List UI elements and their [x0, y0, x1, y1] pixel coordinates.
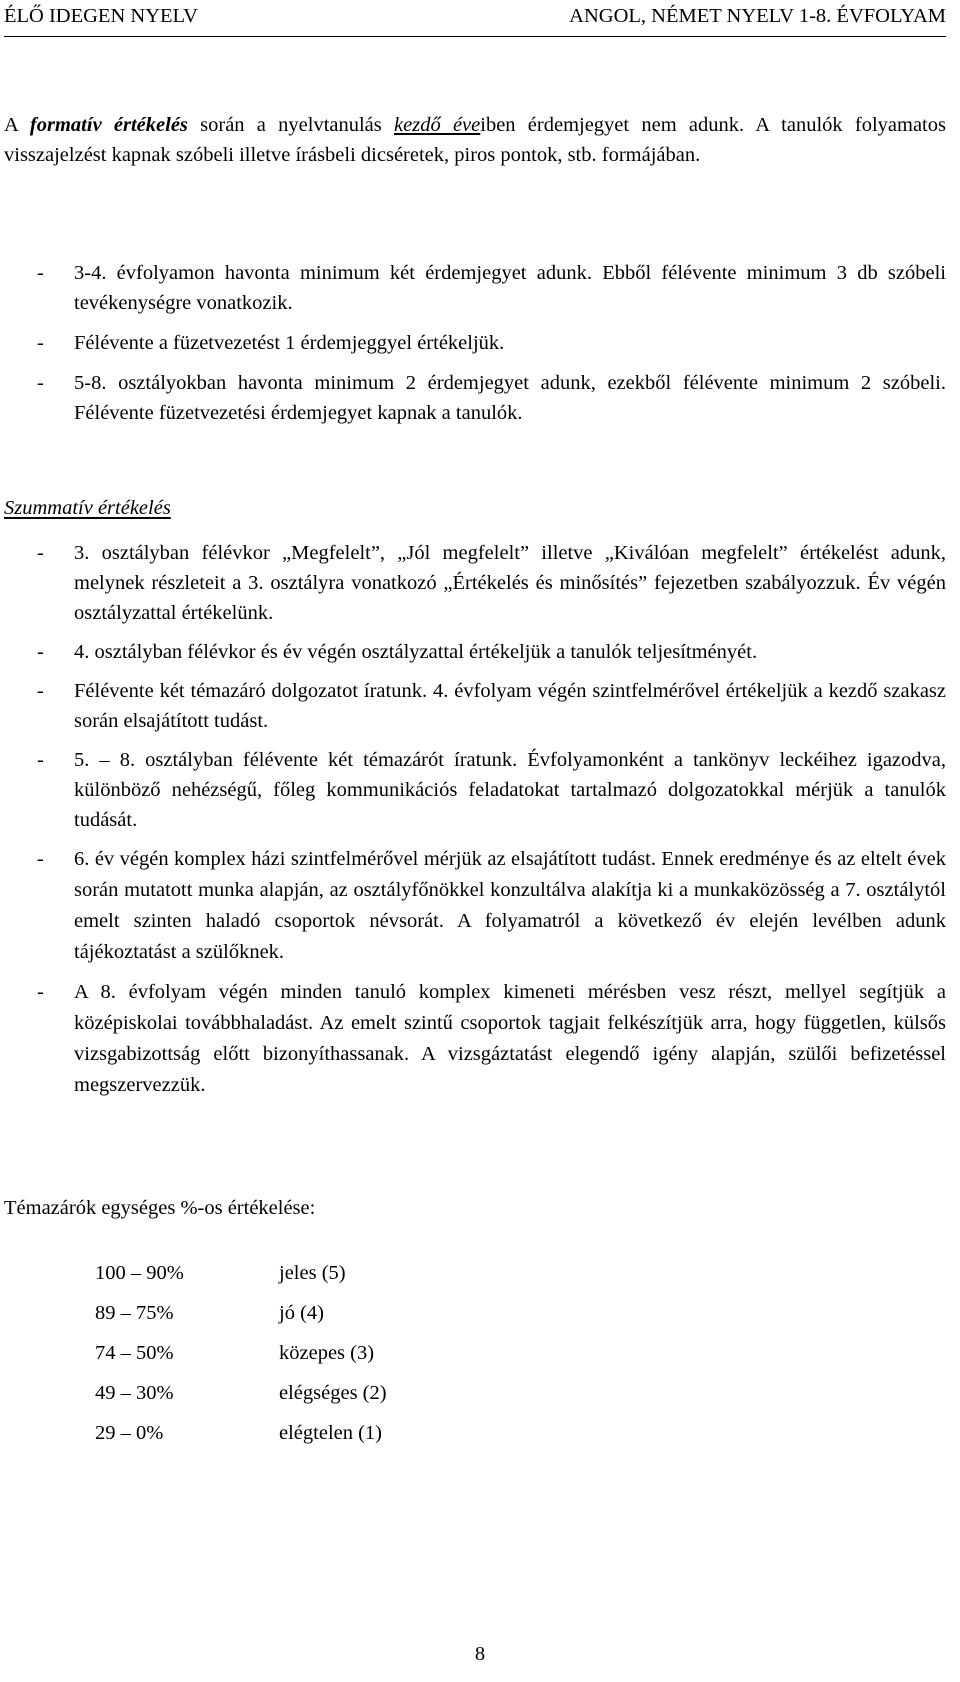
list-item-text: A 8. évfolyam végén minden tanuló komplex kimeneti mérésben vesz részt, mellyel segítjük a középiskolai továbbhaladást. Az emelt szintű csoportok tagjait felkészítjük arra, hogy független, külsős vizsgabizottság előtt bizonyíthassanak. A vizsgáztatást elegendő igény alapján, szülői befizetéssel megszervezzük.	[74, 981, 946, 1096]
list-dash: -	[37, 262, 44, 284]
list-item	[4, 258, 946, 318]
formative-text	[4, 110, 946, 170]
page-header	[4, 0, 946, 37]
list-dash: -	[37, 680, 44, 702]
list-dash: -	[37, 641, 44, 663]
text-run: érdemjegyet nem adunk. A tanulók folyamatos visszajelzést kapnak szóbeli illetve írásbeli dicséretek, piros pontok, stb. formájában.	[4, 114, 946, 166]
table-row	[95, 1373, 946, 1413]
list-dash: -	[37, 332, 44, 354]
text-run: iben	[480, 114, 516, 136]
list-item	[4, 977, 946, 1101]
list-item	[4, 745, 946, 835]
grade: jeles (5)	[279, 1262, 346, 1284]
list-item-text: Félévente két témazáró dolgozatot íratunk. 4. évfolyam végén szintfelmérővel értékeljük a kezdő szakasz során elsajátított tudást.	[74, 680, 946, 732]
summative-list	[4, 538, 946, 1101]
list-item-text: 4. osztályban félévkor és év végén osztályzattal értékeljük a tanulók teljesítményét.	[74, 641, 758, 663]
header-grades: ANGOL, NÉMET NYELV 1-8. ÉVFOLYAM	[569, 5, 946, 27]
page-number: 8	[474, 1643, 486, 1665]
formative-list	[4, 258, 946, 428]
percent-range: 74 – 50%	[95, 1342, 174, 1364]
list-item	[4, 368, 946, 428]
percent-range: 49 – 30%	[95, 1382, 174, 1404]
list-dash: -	[37, 749, 44, 771]
formative-paragraph	[4, 110, 946, 170]
text-run: A	[4, 114, 30, 136]
list-item	[4, 538, 946, 628]
list-dash: -	[37, 542, 44, 564]
list-dash: -	[37, 372, 44, 394]
formative-term: formatív értékelés	[29, 114, 188, 136]
list-item-text: 5-8. osztályokban havonta minimum 2 érdemjegyet adunk, ezekből félévente minimum 2 szóbeli. Félévente füzetvezetési érdemjegyet kapnak a tanulók.	[74, 372, 946, 424]
grading-title-block	[4, 1193, 946, 1223]
table-row	[95, 1253, 946, 1293]
summative-heading: Szummatív értékelés	[4, 497, 171, 519]
table-row	[95, 1293, 946, 1333]
table-row	[95, 1333, 946, 1373]
list-item-text: 6. év végén komplex házi szintfelmérővel mérjük az elsajátított tudást. Ennek eredménye és az eltelt évek során mutatott munka alapján, az osztályfőnökkel konzultálva alakítja ki a munkaközösség a 7. osztálytól emelt szinten haladó csoportok névsorát. A folyamatról a következő év elején levélben adunk tájékoztatást a szülőknek.	[74, 848, 946, 963]
percent-range: 100 – 90%	[95, 1262, 184, 1284]
first-years-term: kezdő éve	[394, 114, 481, 136]
list-item	[4, 844, 946, 968]
header-subject: ÉLŐ IDEGEN NYELV	[4, 5, 198, 27]
grade: elégtelen (1)	[279, 1422, 383, 1444]
list-dash: -	[37, 848, 44, 870]
list-dash: -	[37, 981, 44, 1003]
list-item-text: Félévente a füzetvezetést 1 érdemjeggyel értékeljük.	[74, 332, 505, 354]
list-item	[4, 328, 946, 358]
grade: elégséges (2)	[279, 1382, 387, 1404]
list-item-text: 5. – 8. osztályban félévente két témazárót íratunk. Évfolyamonként a tankönyv leckéihez igazodva, különböző nehézségű, főleg kommunikációs feladatokat tartalmazó dolgozatokkal mérjük a tanulók tudását.	[74, 749, 946, 831]
percent-range: 89 – 75%	[95, 1302, 174, 1324]
text-run: során a nyelvtanulás	[187, 114, 395, 136]
grading-table	[95, 1253, 946, 1453]
list-item-text: 3-4. évfolyamon havonta minimum két érdemjegyet adunk. Ebből félévente minimum 3 db szóbeli tevékenységre vonatkozik.	[74, 262, 946, 314]
summative-heading-block	[4, 493, 946, 523]
table-row	[95, 1413, 946, 1453]
grading-title: Témazárók egységes %-os értékelése:	[4, 1197, 316, 1219]
list-item	[4, 676, 946, 736]
grade: közepes (3)	[279, 1342, 375, 1364]
percent-range: 29 – 0%	[95, 1422, 164, 1444]
grade: jó (4)	[279, 1302, 324, 1324]
list-item	[4, 637, 946, 667]
list-item-text: 3. osztályban félévkor „Megfelelt”, „Jól megfelelt” illetve „Kiválóan megfelelt” értékelést adunk, melynek részleteit a 3. osztályra vonatkozó „Értékelés és minősítés” fejezetben szabályozzuk. Év végén osztályzattal értékelünk.	[74, 542, 946, 624]
